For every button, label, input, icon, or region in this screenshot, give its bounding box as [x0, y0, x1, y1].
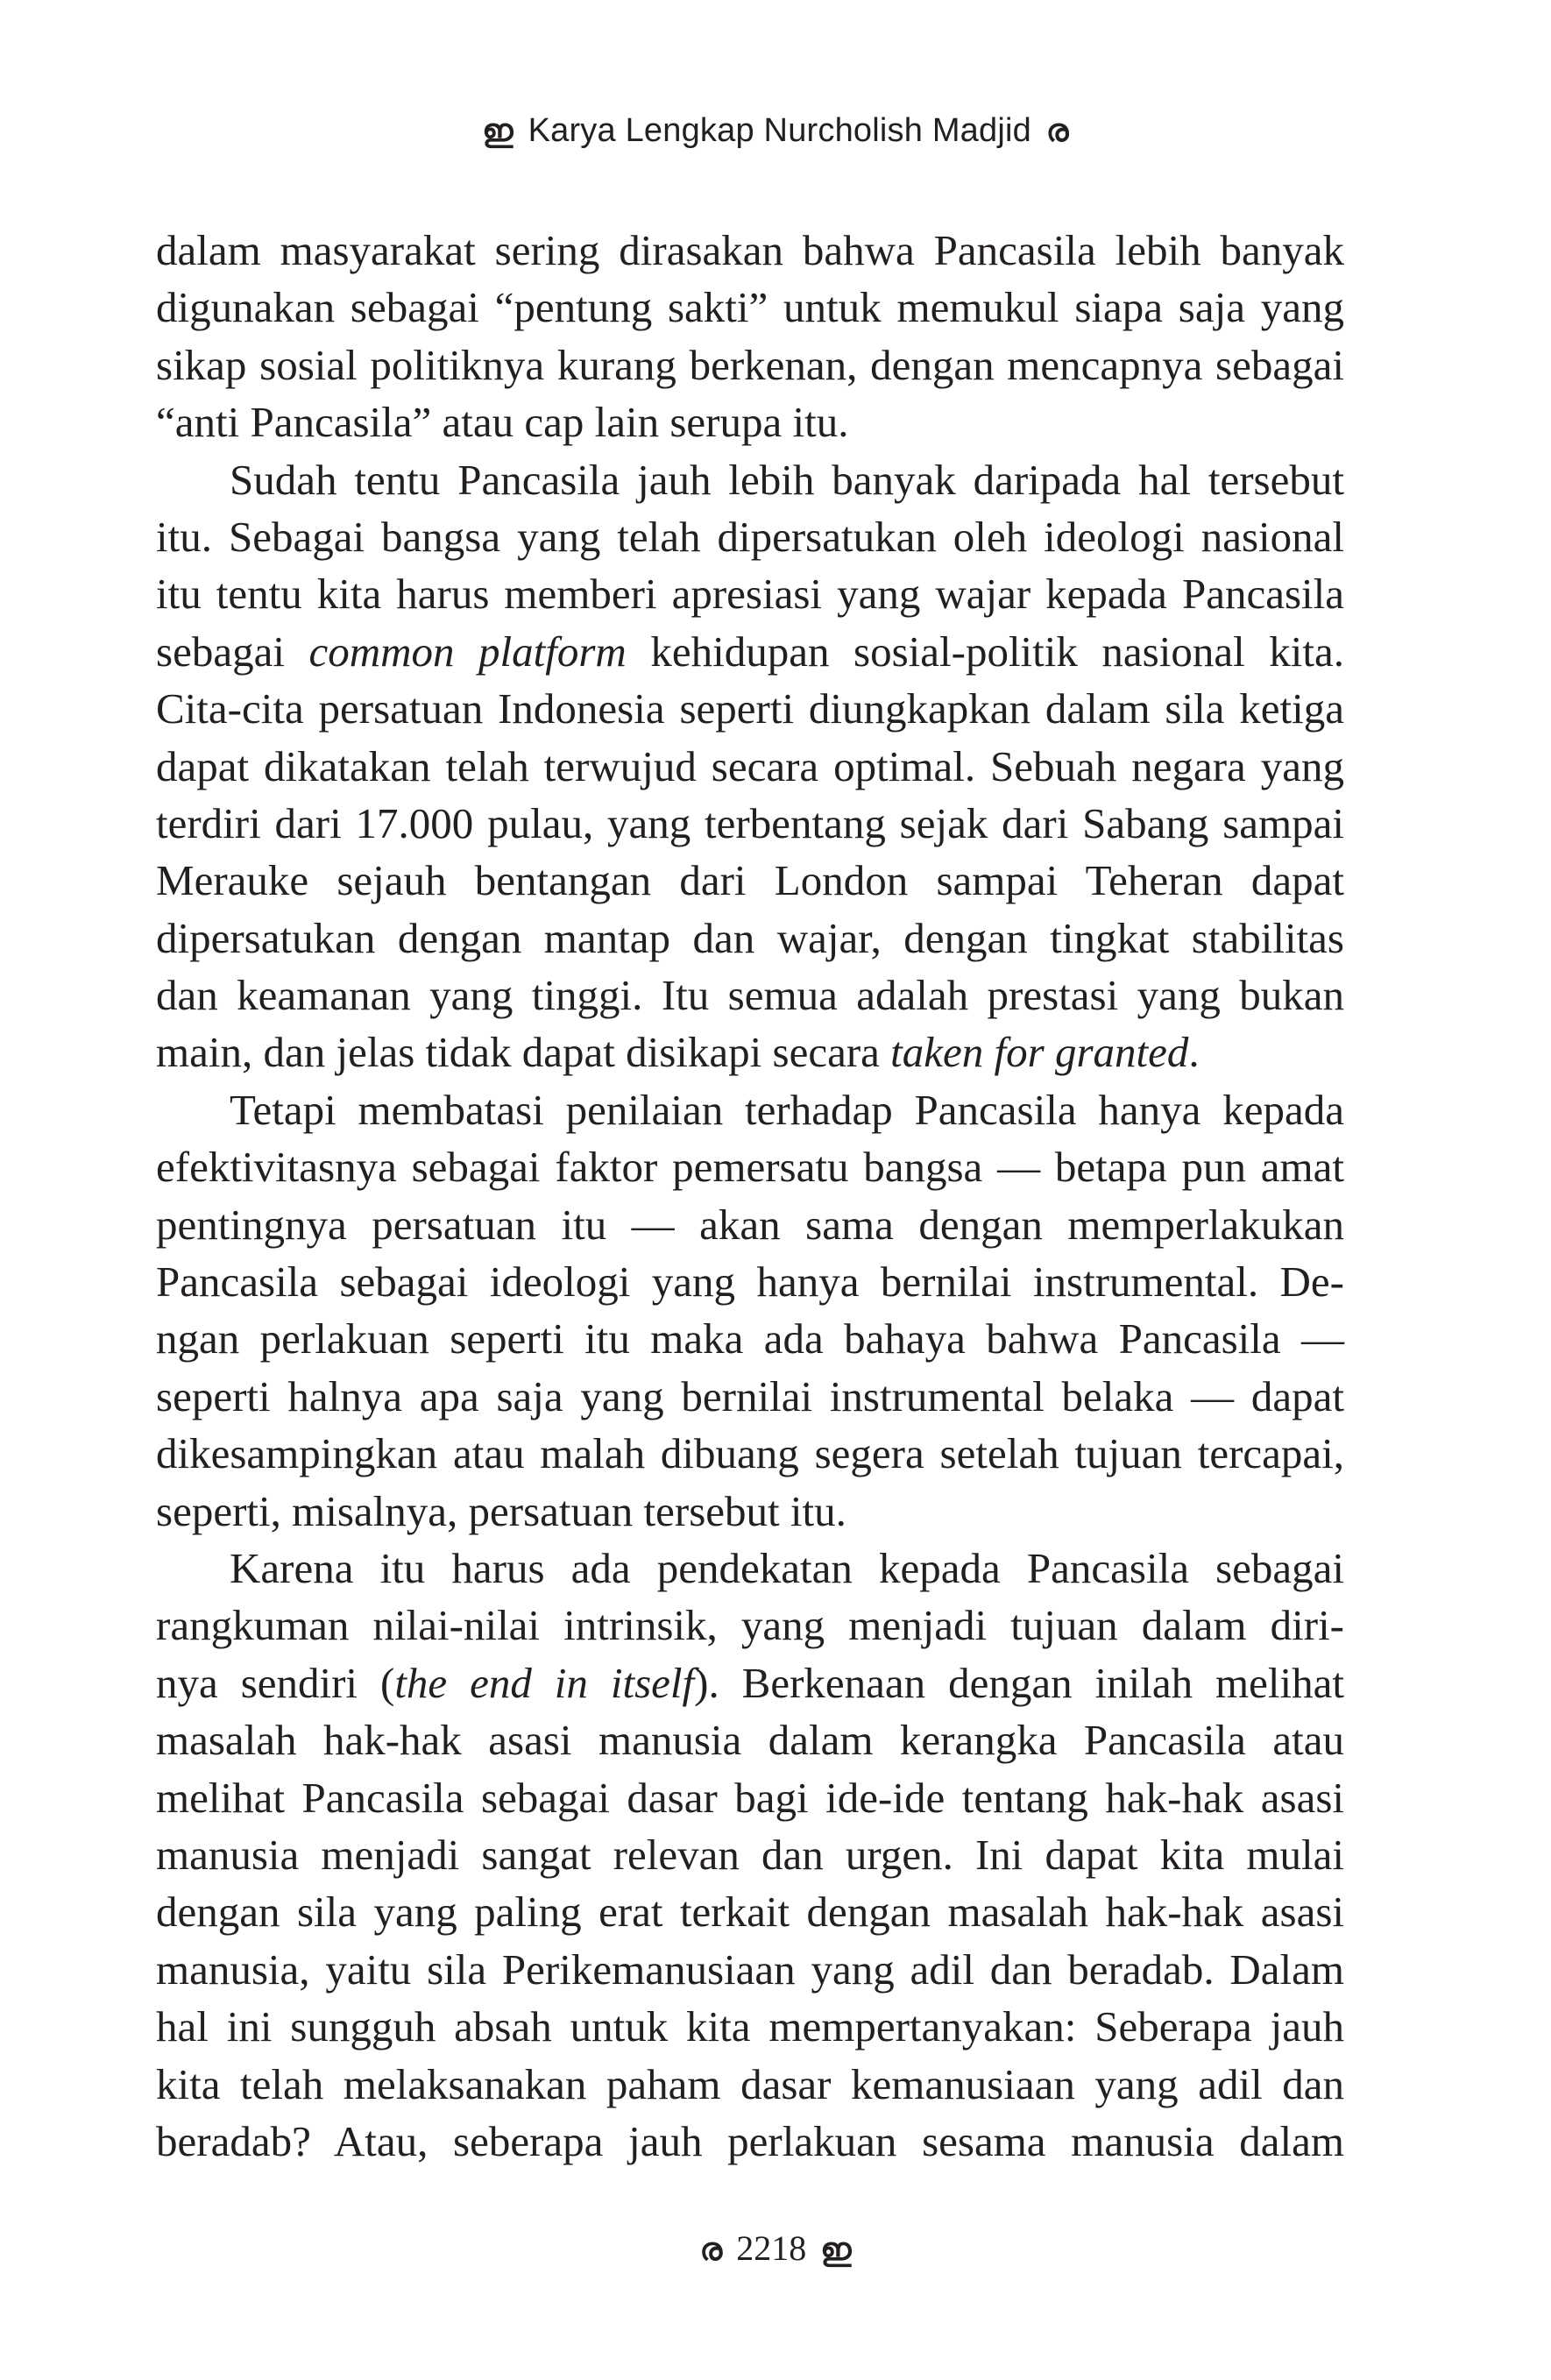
text-line: melihat Pancasila sebagai dasar bagi ide-ide tentang hak-hak asasi — [156, 1773, 1344, 1822]
italic-phrase: taken for granted — [890, 1028, 1189, 1077]
ornament-right-icon: ര — [1045, 112, 1069, 149]
text-line: Sudah tentu Pancasila jauh lebih banyak daripada hal tersebut — [230, 455, 1344, 504]
text-line: itu. Sebagai bangsa yang telah dipersatukan oleh ideologi nasional — [156, 512, 1344, 561]
text-line: dikesampingkan atau malah dibuang segera setelah tujuan tercapai, — [156, 1429, 1344, 1478]
paragraph — [156, 222, 1344, 451]
text-line: kita telah melaksanakan paham dasar kemanusiaan yang adil dan — [156, 2059, 1344, 2108]
book-title: Karya Lengkap Nurcholish Madjid — [528, 112, 1031, 149]
text-line: dan keamanan yang tinggi. Itu semua adalah prestasi yang bukan — [156, 971, 1344, 1020]
body-text — [156, 222, 1344, 2170]
paragraph — [156, 451, 1344, 1081]
text-line: rangkuman nilai-nilai intrinsik, yang menjadi tujuan dalam diri- — [156, 1601, 1344, 1650]
paragraph — [156, 1081, 1344, 1540]
text-line: digunakan sebagai “pentung sakti” untuk memukul siapa saja yang — [156, 283, 1344, 332]
text-line: terdiri dari 17.000 pulau, yang terbentang sejak dari Sabang sampai — [156, 798, 1344, 847]
text-line: manusia menjadi sangat relevan dan urgen. Ini dapat kita mulai — [156, 1830, 1344, 1879]
text-line: hal ini sungguh absah untuk kita mempertanyakan: Seberapa jauh — [156, 2002, 1344, 2051]
text-line: dengan sila yang paling erat terkait dengan masalah hak-hak asasi — [156, 1888, 1344, 1937]
text-line: masalah hak-hak asasi manusia dalam kerangka Pancasila atau — [156, 1716, 1344, 1765]
text-line: Karena itu harus ada pendekatan kepada Pancasila sebagai — [230, 1543, 1344, 1592]
text-line: sikap sosial politiknya kurang berkenan, dengan mencapnya sebagai — [156, 340, 1344, 389]
page-number: 2218 — [736, 2228, 807, 2268]
text-line: itu tentu kita harus memberi apresiasi yang wajar kepada Pancasila — [156, 570, 1344, 619]
footer-ornament-right-icon: ഇ — [820, 2231, 852, 2268]
text-line: nya sendiri (the end in itself). Berkenaan dengan inilah melihat — [156, 1658, 1344, 1707]
text-line: pentingnya persatuan itu — akan sama dengan memperlakukan — [156, 1200, 1344, 1249]
page-footer — [0, 2228, 1551, 2269]
paragraph — [156, 1540, 1344, 2170]
text-line: Cita-cita persatuan Indonesia seperti diungkapkan dalam sila ketiga — [156, 684, 1344, 733]
text-line: “anti Pancasila” atau cap lain serupa itu. — [156, 398, 849, 447]
text-line: ngan perlakuan seperti itu maka ada bahaya bahwa Pancasila — — [156, 1314, 1344, 1364]
ornament-left-icon: ഇ — [482, 112, 513, 149]
text-line: dapat dikatakan telah terwujud secara optimal. Sebuah negara yang — [156, 741, 1344, 790]
text-line: seperti halnya apa saja yang bernilai instrumental belaka — dapat — [156, 1371, 1344, 1420]
italic-phrase: common platform — [308, 627, 627, 676]
text-line: sebagai common platform kehidupan sosial-politik nasional kita. — [156, 627, 1344, 676]
footer-ornament-left-icon: ര — [699, 2231, 723, 2268]
italic-phrase: the end in itself — [394, 1658, 695, 1707]
text-line: manusia, yaitu sila Perikemanusiaan yang adil dan beradab. Dalam — [156, 1944, 1344, 1994]
text-line: Pancasila sebagai ideologi yang hanya bernilai instrumental. De- — [156, 1257, 1344, 1307]
text-line: efektivitasnya sebagai faktor pemersatu bangsa — betapa pun amat — [156, 1143, 1344, 1192]
text-line: seperti, misalnya, persatuan tersebut itu. — [156, 1486, 846, 1535]
text-line: main, dan jelas tidak dapat disikapi secara taken for granted. — [156, 1028, 1200, 1077]
text-line: Merauke sejauh bentangan dari London sampai Teheran dapat — [156, 856, 1344, 905]
text-line: beradab? Atau, seberapa jauh perlakuan sesama manusia dalam — [156, 2116, 1344, 2165]
text-line: dalam masyarakat sering dirasakan bahwa Pancasila lebih banyak — [156, 226, 1344, 274]
text-line: dipersatukan dengan mantap dan wajar, dengan tingkat stabilitas — [156, 913, 1344, 962]
running-header — [0, 112, 1551, 150]
text-line: Tetapi membatasi penilaian terhadap Pancasila hanya kepada — [230, 1085, 1344, 1134]
